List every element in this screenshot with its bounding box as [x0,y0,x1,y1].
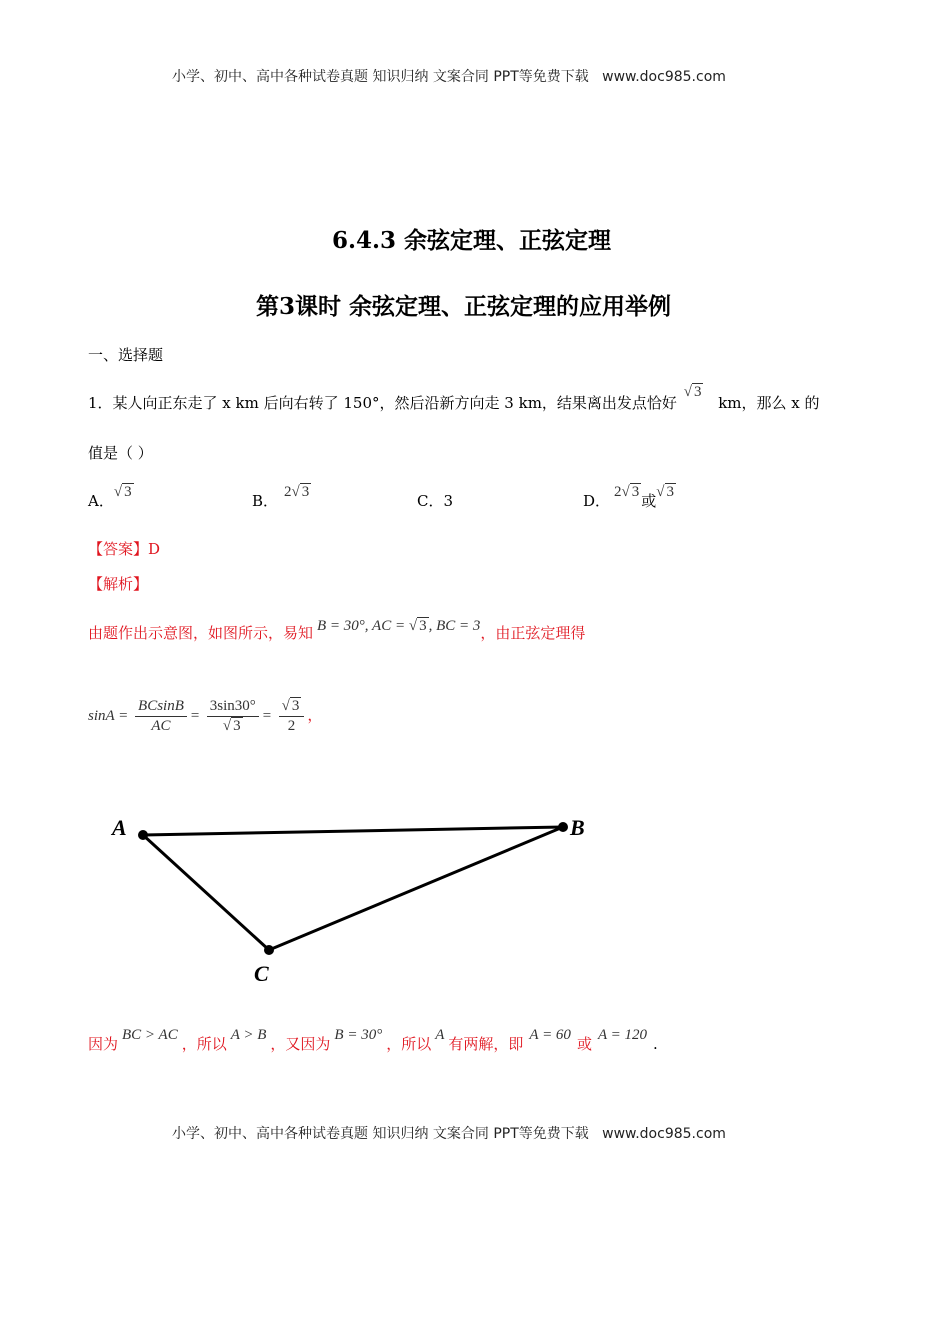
question-text-2: km，那么 x 的 [718,394,820,412]
answer-label: 【答案】D [88,540,161,558]
option-c[interactable]: C．3 [417,492,454,510]
label-b: B [570,815,585,840]
option-a[interactable]: A．√ 3 [88,484,132,510]
label-a: A [112,815,127,840]
page-subtitle: 第3课时 余弦定理、正弦定理的应用举例 [256,293,672,320]
question-sqrt: √ 3 [683,384,702,400]
side-bc [269,827,563,950]
banner-url[interactable]: www.doc985.com [602,69,726,85]
point-c [264,945,274,955]
sine-formula: sinA = $\frac{BCsinB}{AC}$ = $\frac{3\sin 30^\circ}{√ 3}$ = $\frac{√ 3}{2}$ ， [88,698,323,734]
triangle-figure [100,805,600,990]
label-c: C [254,961,269,986]
solution-line-3: 因为 BC > AC ，所以 A > B ，又因为 B = 30° ，所以 A 有两解，即 A = 60 或 A = 120 . [88,1027,658,1053]
solution-line-1: 由题作出示意图，如图所示，易知 B = 30°, AC = √ 3 , BC = 3，由正弦定理得 [88,618,586,642]
question-line-2: 值是（ ） [88,444,153,462]
footer-banner-text: 小学、初中、高中各种试卷真题 知识归纳 文案合同 PPT等免费下载 [172,1126,589,1142]
analysis-label: 【解析】 [88,575,149,593]
side-ac [143,835,269,950]
banner-text: 小学、初中、高中各种试卷真题 知识归纳 文案合同 PPT等免费下载 [172,69,589,85]
header-banner [172,66,726,86]
side-ab [143,827,563,835]
point-a [138,830,148,840]
footer-banner [172,1123,726,1143]
option-b[interactable]: B． 2√ 3 [252,484,310,510]
point-b [558,822,568,832]
page-title: 6.4.3 余弦定理、正弦定理 [332,227,612,254]
footer-banner-url[interactable]: www.doc985.com [602,1126,726,1142]
question-text-1: 1．某人向正东走了 x km 后向右转了 150°，然后沿新方向走 3 km，结果离出发点恰好 [88,394,677,412]
option-d[interactable]: D． 2√ 3 或√ 3 [583,484,675,510]
question-line-1 [88,384,820,413]
section-heading: 一、选择题 [88,346,164,364]
